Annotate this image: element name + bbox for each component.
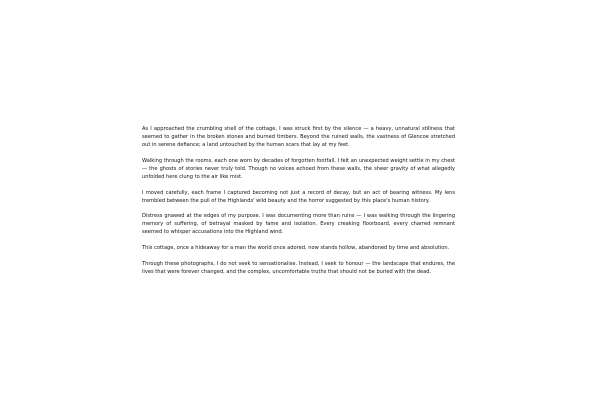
paragraph-5: This cottage, once a hideaway for a man the world once adored, now stands hollow, abandoned by time and absolution.: [142, 245, 450, 252]
text-block: [142, 125, 455, 283]
paragraph-4: Distress gnawed at the edges of my purpose. I was documenting more than ruins — I was walking through the lingering memory of suffering, of betrayal masked by fame and isolation. Every creaking floorboard, every charred remnant seemed to whisper accusations into the Highland wind.: [142, 213, 455, 236]
paragraph-2: Walking through the rooms, each one worn by decades of forgotten footfall, I felt an unexpected weight settle in my chest — the ghosts of stories never truly told. Though no voices echoed from these walls, the sheer gravity of what allegedly unfolded here clung to the air like mist.: [142, 157, 455, 180]
paragraph-6: Through these photographs, I do not seek to sensationalise. Instead, I seek to honour — the landscape that endures, the lives that were forever changed, and the complex, uncomfortable truths that should not be buried with the dead.: [142, 260, 455, 275]
paragraph-3: I moved carefully, each frame I captured becoming not just a record of decay, but an act of bearing witness. My lens trembled between the pull of the Highlands' wild beauty and the horror suggested by this place's human history.: [142, 189, 455, 204]
paragraph-1: As I approached the crumbling shell of the cottage, I was struck first by the silence — a heavy, unnatural stillness that seemed to gather in the broken stones and burned timbers. Beyond the ruined walls, the vastness of Glencoe stretched out in serene defiance; a land untouched by the human scars that lay at my feet.: [142, 126, 455, 149]
